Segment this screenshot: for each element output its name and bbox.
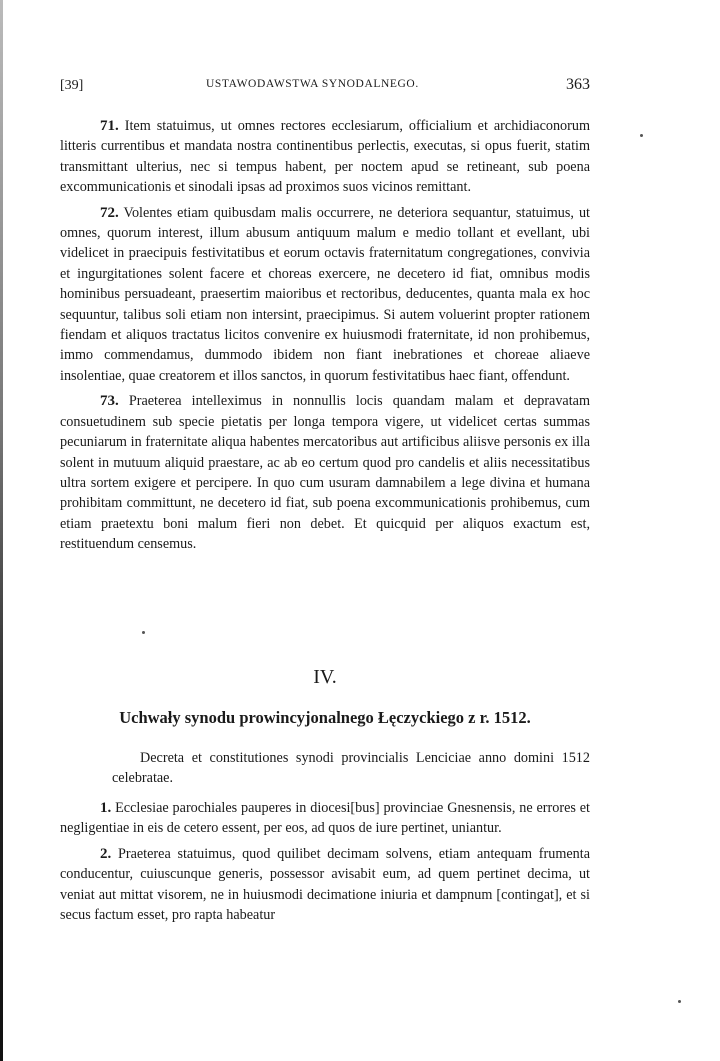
- paragraph-number: 2.: [100, 845, 112, 862]
- paragraph-number: 72.: [100, 204, 119, 221]
- paragraph-text: Praeterea statuimus, quod quilibet decimam solvens, etiam antequam frumenta conducentur, cuiuscunque generis, possessor avisabit eum, ad quem pertinet decima, ut veniat aut mittat visorem, ne in huiusmodi decimatione iniuria et dampnum [contingat], et si secus factum esset, pro rapta habeatur: [60, 845, 591, 924]
- paragraph-text: Volentes etiam quibusdam malis occurrere, ne deteriora sequantur, statuimus, ut omnes, quorum interest, illum abusum antiquum malum e medio tollant et evellant, ubi videlicet in praecipuis festivitatibus et eorum octavis fraternitatum congregationes, convivia et ingurgitationes solent facere et choreas exercere, ne decetero id fiat, omnibus modis hominibus persuadeant, praesertim maioribus et rectoribus, deducentes, quanta mala ex hoc sequuntur, talibus soli etiam non intersint, praecipimus. Si autem voluerint propter rationem fiendam et aliquos tractatus licitos convenire ex huiusmodi fraternitate, id non prohibemus, immo commendamus, dummodo ibidem non fiant inebrationes et choreae aliaeve insolentiae, quae creatorem et illos sanctos, in quorum festivitatibus haec fiant, offendunt.: [60, 204, 590, 384]
- paragraph-number: 71.: [100, 118, 119, 134]
- page-number: 363: [566, 76, 590, 93]
- speck: [640, 134, 643, 137]
- page-reference: [39]: [60, 78, 84, 93]
- paragraph-72: [60, 203, 590, 387]
- paragraph-text: Ecclesiae parochiales pauperes in diocesi[bus] provinciae Gnesnensis, ne errores et negligentiae in eis de cetero essent, per eos, ad quos de iure pertinet, uniantur.: [60, 800, 590, 837]
- scan-edge: [0, 0, 3, 1061]
- section-numeral: IV.: [313, 666, 337, 688]
- paragraph-text: Item statuimus, ut omnes rectores ecclesiarum, officialium et archidiaconorum litteris currentibus et mandata nostra continentibus perlectis, executas, si opus fuerit, statim transmittant ulterius, nec si tempus habent, per noctem apud se retineant, sub poena excommunicationis et sinodali ipsas ad proximos suos vicinos remittant.: [60, 118, 590, 196]
- paragraph-number: 1.: [100, 800, 112, 816]
- page-header: [60, 74, 590, 98]
- section-intro: Decreta et constitutiones synodi provincialis Lenciciae anno domini 1512 celebratae.: [112, 750, 590, 787]
- speck: [678, 1000, 681, 1003]
- paragraph-1: [60, 798, 590, 839]
- paragraph-73: [60, 391, 590, 554]
- paragraph-number: 73.: [100, 393, 119, 410]
- section-title: Uchwały synodu prowincyjonalnego Łęczyckiego z r. 1512.: [119, 708, 531, 727]
- paragraph-text: Praeterea intelleximus in nonnullis locis quandam malam et depravatam consuetudinem sub specie pietatis per longa tempora vigere, ut videlicet certas summas pecuniarum in fraternitate aliqua habentes mercatoribus aut artificibus aliisve personis ex illa solent in mutuum aliquid praestare, ac ab eo certum quod pro candelis et aliis necessitatibus ultra sortem exigere et percipere. In quo cum usuram damnabilem a lege divina et humana prohibitam committunt, ne decetero id fiat, sub poena excommunicationis prohibemus, cum etiam praetextu boni malum fieri non debet. Et quicquid per aliquos exactum est, restituendum censemus.: [60, 393, 591, 553]
- running-title: USTAWODAWSTWA SYNODALNEGO.: [206, 78, 419, 90]
- paragraph-2: [60, 844, 590, 926]
- paragraph-71: [60, 116, 590, 198]
- speck: [142, 631, 145, 634]
- text-block-top: [60, 116, 590, 560]
- text-block-bottom: [60, 798, 590, 930]
